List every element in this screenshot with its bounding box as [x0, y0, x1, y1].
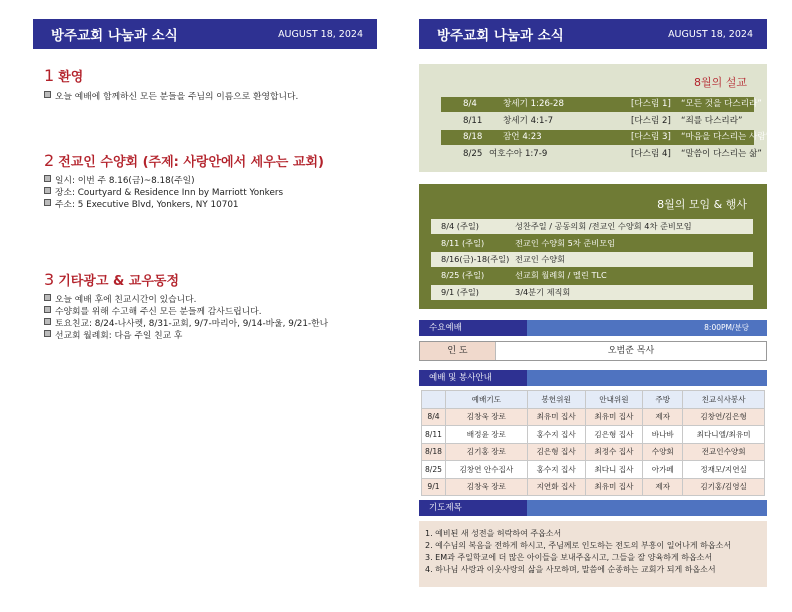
section-title-announcements: [44, 270, 179, 289]
table-cell: 최다니엘/최유미: [683, 426, 765, 444]
section-number: 2: [44, 151, 55, 170]
list-item: 일시: 이번 주 8.16(금)~8.18(주일): [44, 175, 283, 187]
wednesday-service-time: 8:00PM/분당: [704, 323, 749, 332]
section-title-retreat: [44, 151, 324, 170]
event-row: [431, 285, 753, 300]
events-panel-title: 8월의 모임 & 행사: [657, 198, 747, 211]
sermon-series: [다스림 3]: [631, 132, 671, 142]
table-cell: 제자: [643, 408, 683, 426]
sermon-passage: 창세기 1:26-28: [503, 99, 564, 109]
table-row: [422, 443, 765, 461]
list-item: 주소: 5 Executive Blvd, Yonkers, NY 10701: [44, 199, 283, 211]
table-cell: 9/1: [422, 478, 446, 496]
sermon-panel: [419, 64, 771, 172]
wednesday-service-bar: [419, 320, 767, 336]
sermon-date: 8/11: [463, 116, 483, 126]
prayer-item: 4. 하나님 사랑과 이웃사랑의 삶을 사모하며, 말씀에 순종하는 교회가 되게 하옵소서: [425, 565, 716, 574]
list-item: 장소: Courtyard & Residence Inn by Marriott Yonkers: [44, 187, 283, 199]
sermon-series: [다스림 4]: [631, 149, 671, 159]
service-guide-label: 예배 및 봉사안내: [419, 370, 527, 386]
table-cell: 홍수지 집사: [527, 461, 585, 479]
sermon-date: 8/18: [463, 132, 483, 142]
header-bar-left: [33, 19, 377, 49]
table-cell: 최정수 집사: [585, 443, 643, 461]
section-title-text: 전교인 수양회 (주제: 사랑안에서 세우는 교회): [58, 155, 324, 170]
prayer-item: 1. 예비된 새 성전을 허락하여 주옵소서: [425, 529, 562, 538]
section-number: 1: [44, 66, 55, 85]
table-cell: 8/25: [422, 461, 446, 479]
table-cell: 최유미 집사: [585, 478, 643, 496]
event-date: 9/1 (주일): [441, 287, 479, 297]
table-cell: 김은형 집사: [527, 443, 585, 461]
sermon-title: “모든 것을 다스리라”: [681, 99, 762, 109]
table-header: 안내위원: [585, 391, 643, 409]
sermon-date: 8/4: [463, 99, 477, 109]
table-cell: 김창연/김은형: [683, 408, 765, 426]
leader-name: 오범준 목사: [607, 346, 655, 356]
events-panel: [419, 184, 767, 309]
list-item: 오늘 예배 후에 친교시간이 있습니다.: [44, 294, 328, 306]
sermon-row: [441, 130, 771, 145]
prayer-box: [419, 521, 767, 587]
wednesday-service-label: 수요예배: [419, 320, 527, 336]
list-item: 선교회 월례회: 다음 주일 친교 후: [44, 330, 328, 342]
list-item: 토요친교: 8/24-나사렛, 8/31-교회, 9/7-마리아, 9/14-바울, 9/21-한나: [44, 318, 328, 330]
table-header: 친교식사봉사: [683, 391, 765, 409]
prayer-item: 2. 예수님의 복음을 전하게 하시고, 주님께로 인도하는 전도의 부흥이 일어나게 하옵소서: [425, 541, 732, 550]
table-cell: 제자: [643, 478, 683, 496]
table-cell: 아가페: [643, 461, 683, 479]
list-item: 오늘 예배에 함께하신 모든 분들을 주님의 이름으로 환영합니다.: [44, 91, 298, 103]
prayer-bar: [419, 500, 767, 516]
event-desc: 전교인 수양회: [515, 254, 566, 264]
table-header: [422, 391, 446, 409]
list-item: 수양회를 위해 수고해 주신 모든 분들께 감사드립니다.: [44, 306, 328, 318]
table-cell: 김기홍 장로: [445, 443, 527, 461]
prayer-label: 기도제목: [419, 500, 527, 516]
table-row: [422, 478, 765, 496]
sermon-date: 8/25: [463, 149, 483, 159]
table-cell: 김창연 안수집사: [445, 461, 527, 479]
table-cell: 전교인수양회: [683, 443, 765, 461]
table-cell: 지연화 집사: [527, 478, 585, 496]
header-bar-right: [419, 19, 767, 49]
sermon-row: [441, 114, 754, 129]
event-desc: 3/4분기 제직회: [515, 287, 571, 297]
event-date: 8/11 (주일): [441, 238, 485, 248]
wednesday-service-box: [419, 341, 767, 361]
table-header: 봉헌위원: [527, 391, 585, 409]
prayer-item: 3. EM과 주일학교에 더 많은 아이들을 보내주옵시고, 그들을 잘 양육하게 하옵소서: [425, 553, 713, 562]
event-date: 8/25 (주일): [441, 270, 485, 280]
sermon-title: “죄를 다스리라”: [681, 116, 743, 126]
event-row: [431, 268, 753, 283]
event-desc: 성찬주일 / 공동의회 /전교인 수양회 4차 준비모임: [515, 221, 692, 231]
newsletter-date: AUGUST 18, 2024: [668, 28, 753, 40]
sermon-series: [다스림 1]: [631, 99, 671, 109]
table-header: 예배기도: [445, 391, 527, 409]
sermon-passage: 창세기 4:1-7: [503, 116, 554, 126]
event-desc: 선교회 월례회 / 멜린 TLC: [515, 270, 607, 280]
sermon-series: [다스림 2]: [631, 116, 671, 126]
table-row: [422, 408, 765, 426]
section-number: 3: [44, 270, 55, 289]
table-cell: 8/11: [422, 426, 446, 444]
table-cell: 김은형 집사: [585, 426, 643, 444]
table-cell: 김기홍/김영실: [683, 478, 765, 496]
table-cell: 8/18: [422, 443, 446, 461]
event-row: [431, 252, 753, 267]
service-guide-bar: [419, 370, 767, 386]
sermon-row: [441, 147, 762, 162]
table-header: 주방: [643, 391, 683, 409]
event-row: [431, 236, 753, 251]
table-cell: 바나바: [643, 426, 683, 444]
sermon-title: “말씀이 다스리는 삶”: [681, 149, 762, 159]
sermon-passage: 여호수아 1:7-9: [489, 149, 548, 159]
sermon-passage: 잠언 4:23: [503, 132, 542, 142]
section-title-welcome: [44, 66, 83, 85]
event-row: [431, 219, 753, 234]
table-cell: 홍수지 집사: [527, 426, 585, 444]
sermon-title: “마음을 다스리는 사람”: [681, 132, 771, 142]
table-cell: 정재모/지연실: [683, 461, 765, 479]
retreat-list: [44, 175, 283, 211]
table-cell: 8/4: [422, 408, 446, 426]
newsletter-title: 방주교회 나눔과 소식: [51, 28, 178, 44]
leader-role: 인 도: [420, 342, 496, 360]
welcome-list: [44, 91, 298, 103]
newsletter-title: 방주교회 나눔과 소식: [437, 28, 564, 44]
table-cell: 최다니 집사: [585, 461, 643, 479]
event-date: 8/4 (주일): [441, 221, 479, 231]
section-title-text: 기타광고 & 교우동정: [58, 274, 180, 289]
table-cell: 김창욱 장로: [445, 408, 527, 426]
event-desc: 전교인 수양회 5차 준비모임: [515, 238, 616, 248]
table-cell: 김창욱 장로: [445, 478, 527, 496]
table-row: [422, 461, 765, 479]
table-cell: 최유미 집사: [585, 408, 643, 426]
announcement-list: [44, 294, 328, 342]
table-cell: 최유미 집사: [527, 408, 585, 426]
service-table: [421, 390, 765, 496]
table-header-row: [422, 391, 765, 409]
table-cell: 수양회: [643, 443, 683, 461]
prayer-list: [425, 528, 761, 576]
table-row: [422, 426, 765, 444]
newsletter-date: AUGUST 18, 2024: [278, 28, 363, 40]
sermon-panel-title: 8월의 설교: [694, 76, 747, 89]
event-date: 8/16(금)-18(주일): [441, 254, 510, 264]
table-cell: 배정윤 장로: [445, 426, 527, 444]
section-title-text: 환영: [58, 70, 84, 85]
sermon-row: [441, 97, 762, 112]
